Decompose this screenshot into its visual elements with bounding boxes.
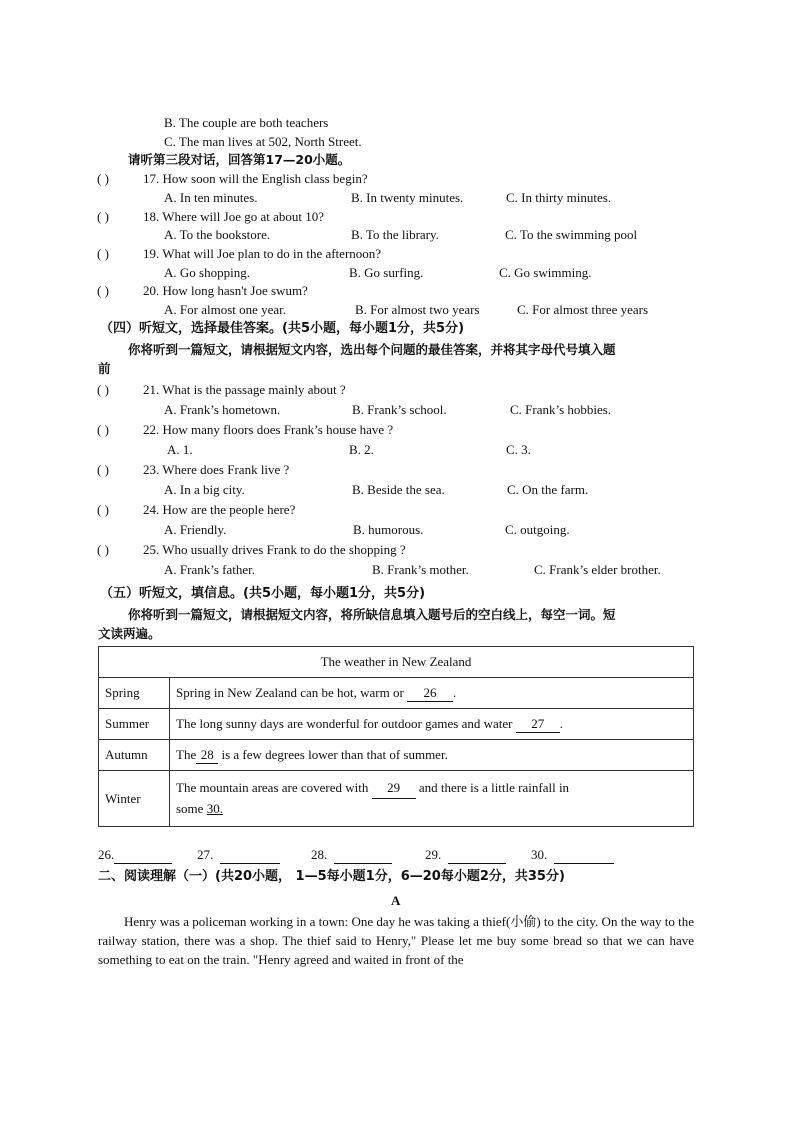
blank-30[interactable]: 30. — [206, 801, 223, 816]
part5-instruction: 你将听到一篇短文，请根据短文内容，将所缺信息填入题号后的空白线上，每空一词。短 — [128, 607, 616, 622]
q23-option-c[interactable]: C. On the farm. — [507, 482, 589, 497]
q20-option-a[interactable]: A. For almost one year. — [164, 302, 287, 317]
dialog3-instruction: 请听第三段对话，回答第17—20小题。 — [128, 152, 351, 167]
row-spring: Spring in New Zealand can be hot, warm or 26 . — [170, 678, 694, 709]
blank-27[interactable]: 27 — [516, 716, 560, 733]
blank-26[interactable]: 26 — [407, 685, 453, 702]
q21-option-c[interactable]: C. Frank’s hobbies. — [510, 402, 612, 417]
part5-instruction-cont: 文读两遍。 — [98, 626, 161, 641]
q22-option-c[interactable]: C. 3. — [506, 442, 531, 457]
season-summer: Summer — [99, 709, 170, 740]
answer-bracket[interactable]: ( ) — [97, 542, 109, 557]
q20-option-b[interactable]: B. For almost two years — [355, 302, 480, 317]
option-b-prev: B. The couple are both teachers — [164, 115, 329, 130]
answer-bracket[interactable]: ( ) — [97, 209, 109, 224]
row-autumn: The 28 is a few degrees lower than that of summer. — [170, 740, 694, 771]
q18-option-b[interactable]: B. To the library. — [351, 227, 439, 242]
q17-option-c[interactable]: C. In thirty minutes. — [506, 190, 612, 205]
weather-table-title: The weather in New Zealand — [99, 647, 694, 678]
answer-bracket[interactable]: ( ) — [97, 382, 109, 397]
q21-option-a[interactable]: A. Frank’s hometown. — [164, 402, 281, 417]
blank-29[interactable]: 29 — [372, 778, 416, 799]
question-23: 23. Where does Frank live ? — [143, 462, 290, 477]
q17-option-a[interactable]: A. In ten minutes. — [164, 190, 258, 205]
answer-line-30[interactable]: 30. — [531, 847, 614, 864]
q24-option-a[interactable]: A. Friendly. — [164, 522, 227, 537]
q25-option-b[interactable]: B. Frank’s mother. — [372, 562, 469, 577]
question-21: 21. What is the passage mainly about ? — [143, 382, 346, 397]
option-c-prev: C. The man lives at 502, North Street. — [164, 134, 362, 149]
answer-line-29[interactable]: 29. — [425, 847, 506, 864]
row-winter: The mountain areas are covered with 29 and there is a little rainfall in some 30. — [170, 771, 694, 827]
part5-header: （五）听短文，填信息。(共5小题，每小题1分，共5分) — [100, 586, 426, 601]
q22-option-a[interactable]: A. 1. — [167, 442, 193, 457]
weather-table — [98, 646, 694, 827]
answer-bracket[interactable]: ( ) — [97, 502, 109, 517]
q24-option-c[interactable]: C. outgoing. — [505, 522, 570, 537]
q25-option-c[interactable]: C. Frank’s elder brother. — [534, 562, 661, 577]
answer-line-27[interactable]: 27. — [197, 847, 280, 864]
q17-option-b[interactable]: B. In twenty minutes. — [351, 190, 464, 205]
reading-header: 二、阅读理解（一）(共20小题， 1—5每小题1分，6—20每小题2分，共35分) — [98, 869, 565, 884]
question-24: 24. How are the people here? — [143, 502, 296, 517]
question-19: 19. What will Joe plan to do in the afternoon? — [143, 246, 382, 261]
q19-option-a[interactable]: A. Go shopping. — [164, 265, 250, 280]
blank-28[interactable]: 28 — [196, 747, 218, 764]
row-summer: The long sunny days are wonderful for outdoor games and water 27 . — [170, 709, 694, 740]
season-spring: Spring — [99, 678, 170, 709]
q18-option-a[interactable]: A. To the bookstore. — [164, 227, 271, 242]
answer-bracket[interactable]: ( ) — [97, 422, 109, 437]
q22-option-b[interactable]: B. 2. — [349, 442, 374, 457]
part4-instruction: 你将听到一篇短文，请根据短文内容，选出每个问题的最佳答案，并将其字母代号填入题 — [128, 342, 616, 357]
question-17: 17. How soon will the English class begin? — [143, 171, 368, 186]
answer-bracket[interactable]: ( ) — [97, 171, 109, 186]
q23-option-b[interactable]: B. Beside the sea. — [352, 482, 445, 497]
question-18: 18. Where will Joe go at about 10? — [143, 209, 324, 224]
answer-line-28[interactable]: 28. — [311, 847, 392, 864]
question-22: 22. How many floors does Frank’s house have ? — [143, 422, 394, 437]
passage-paragraph: Henry was a policeman working in a town: One day he was taking a thief(小偷) to the city. On the way to the railway station, there was a shop. The thief said to Henry," Please let me buy some bread so that we can have something to eat on the train. "Henry agreed and waited in front of the — [98, 914, 694, 967]
q23-option-a[interactable]: A. In a big city. — [164, 482, 245, 497]
passage-letter: A — [391, 893, 401, 908]
q18-option-c[interactable]: C. To the swimming pool — [505, 227, 638, 242]
part4-instruction-cont: 前 — [98, 361, 111, 376]
q20-option-c[interactable]: C. For almost three years — [517, 302, 649, 317]
question-25: 25. Who usually drives Frank to do the shopping ? — [143, 542, 406, 557]
q21-option-b[interactable]: B. Frank’s school. — [352, 402, 447, 417]
question-20: 20. How long hasn't Joe swum? — [143, 283, 308, 298]
answer-bracket[interactable]: ( ) — [97, 246, 109, 261]
season-winter: Winter — [99, 771, 170, 827]
q24-option-b[interactable]: B. humorous. — [353, 522, 424, 537]
q19-option-b[interactable]: B. Go surfing. — [349, 265, 424, 280]
part4-header: （四）听短文，选择最佳答案。(共5小题，每小题1分，共5分) — [100, 321, 465, 336]
q19-option-c[interactable]: C. Go swimming. — [499, 265, 592, 280]
season-autumn: Autumn — [99, 740, 170, 771]
q25-option-a[interactable]: A. Frank’s father. — [164, 562, 255, 577]
answer-bracket[interactable]: ( ) — [97, 283, 109, 298]
answer-line-26[interactable]: 26. — [98, 847, 172, 864]
answer-bracket[interactable]: ( ) — [97, 462, 109, 477]
